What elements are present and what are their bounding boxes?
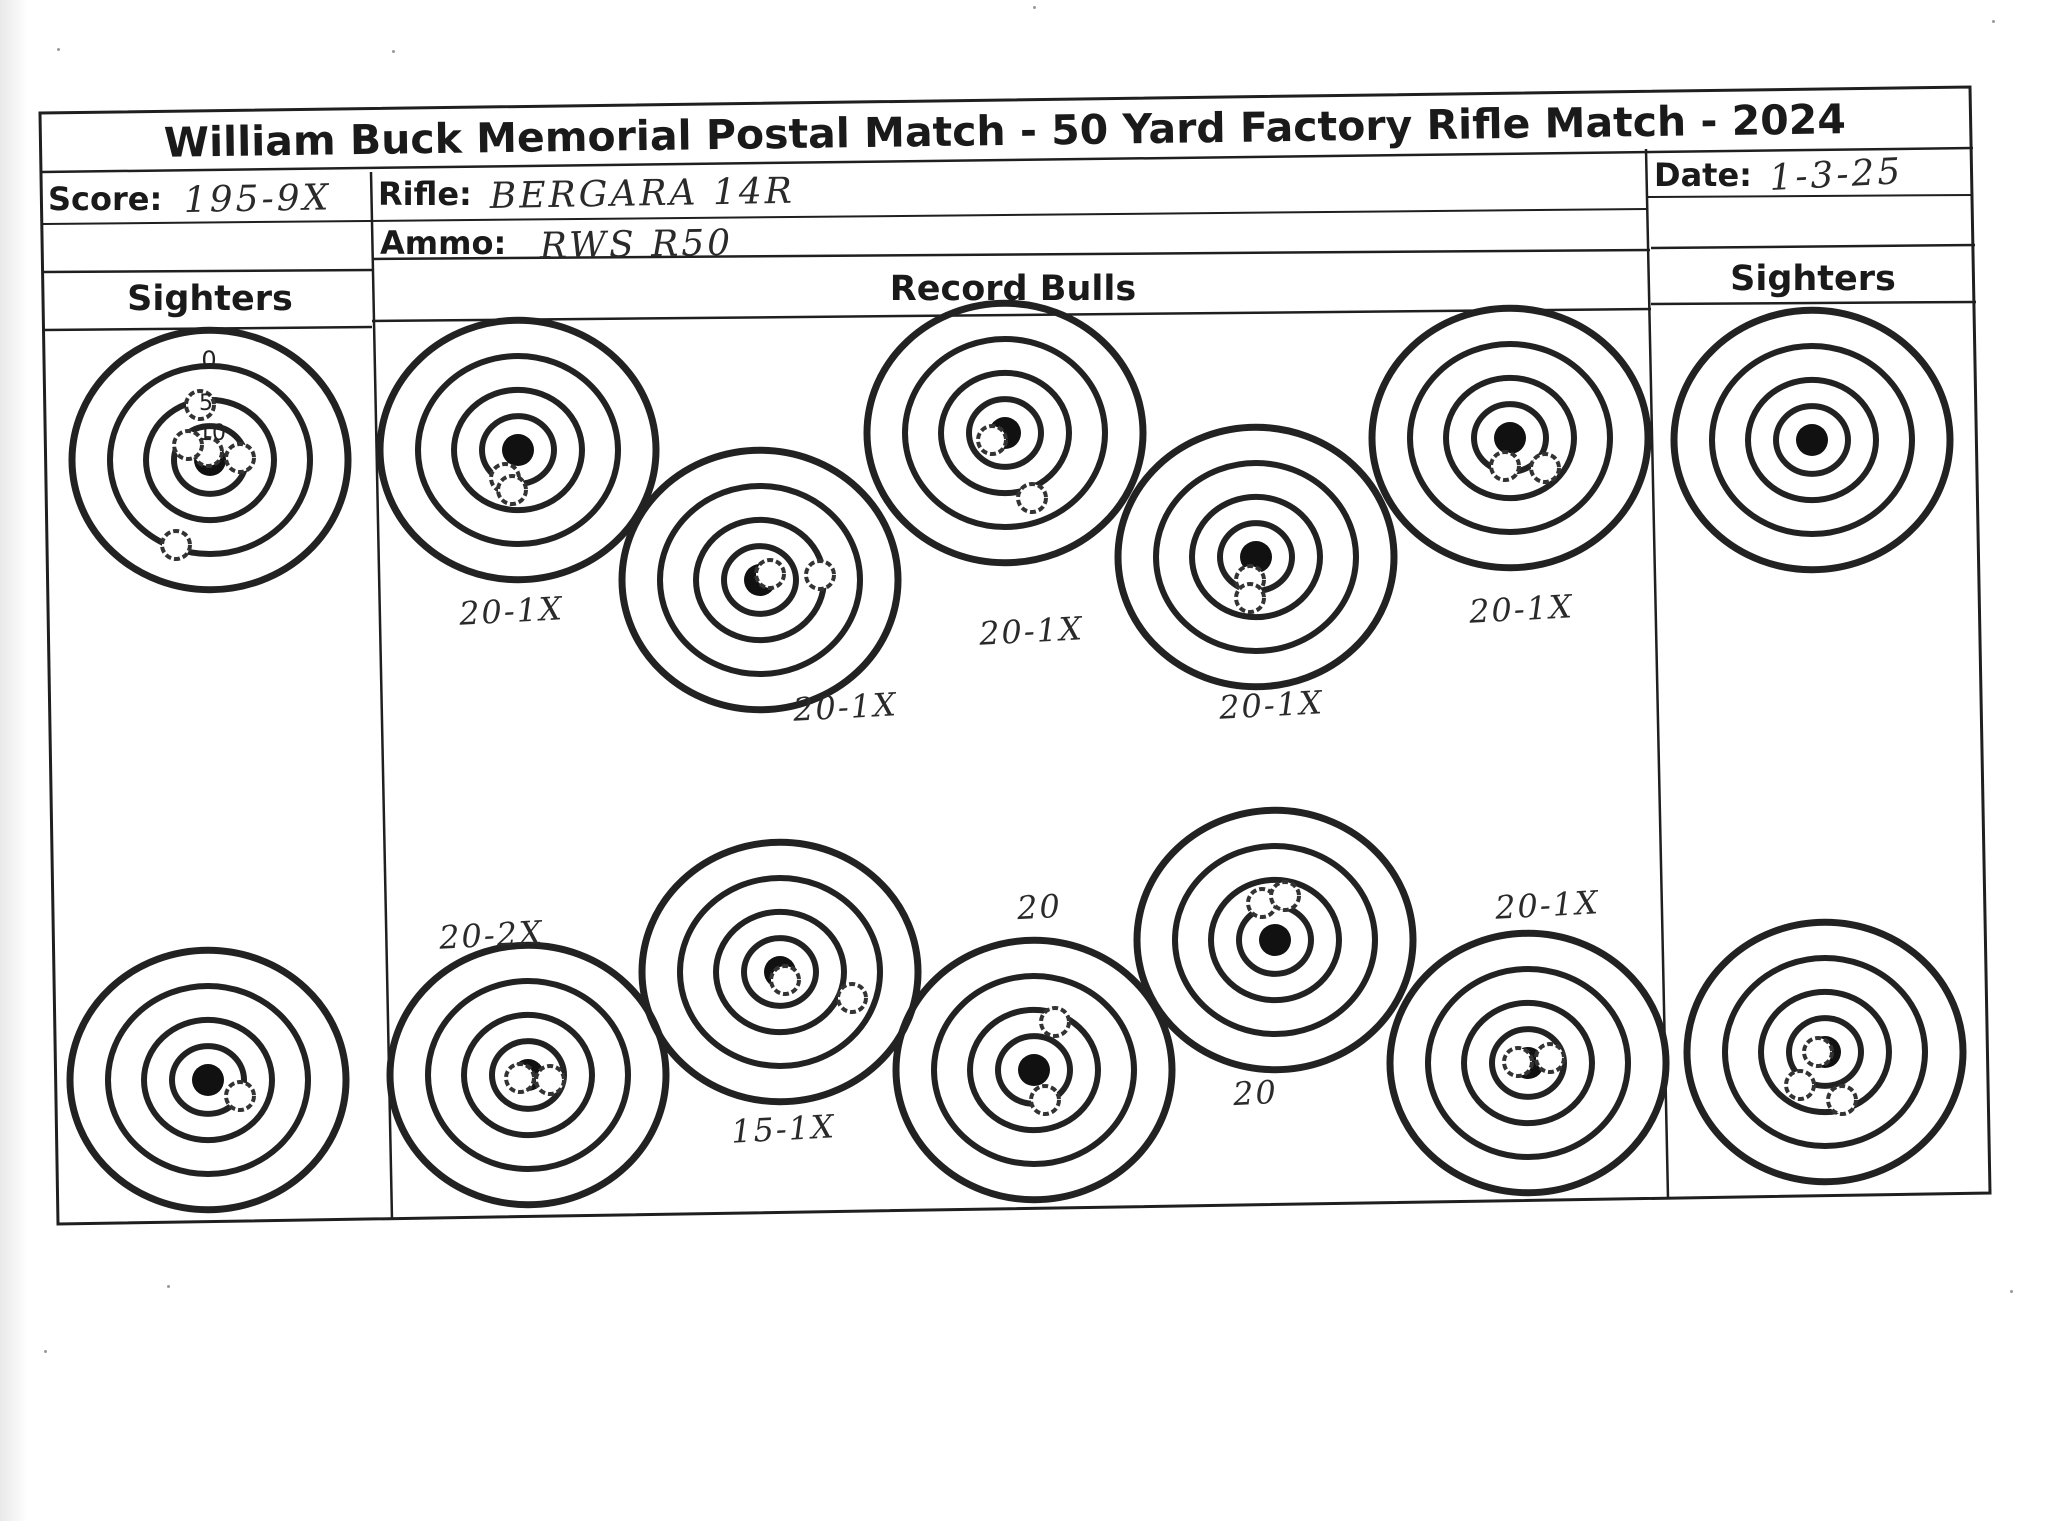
record-bull: [896, 940, 1172, 1199]
record-bull: [380, 320, 656, 579]
ring-label-10: 10: [198, 421, 226, 446]
sighters-right-header: Sighters: [1730, 259, 1896, 299]
bullet-hole: [771, 966, 799, 994]
bullet-hole: [1491, 452, 1519, 480]
bullet-hole: [806, 561, 834, 589]
bull-score: 15-1X: [730, 1107, 837, 1151]
score-label: Score:: [48, 180, 163, 218]
record-bull: [642, 842, 918, 1101]
match-title: William Buck Memorial Postal Match - 50 Yard Factory Rifle Match - 2024: [163, 95, 1847, 167]
bullseye-dot: [1259, 924, 1291, 956]
bull-score: 20-2X: [438, 913, 545, 957]
bullet-hole: [1804, 1038, 1832, 1066]
ammo-value: RWS R50: [539, 222, 734, 267]
bullet-hole: [1536, 1044, 1564, 1072]
record-bull: [1372, 308, 1648, 567]
record-bull: [1390, 933, 1666, 1192]
bull-score: 20-1X: [458, 589, 565, 633]
bull-score: 20-1X: [792, 685, 899, 729]
bullet-hole: [226, 444, 254, 472]
rifle-label: Rifle:: [378, 175, 472, 213]
date-label: Date:: [1654, 156, 1752, 194]
bullet-hole: [1531, 454, 1559, 482]
bull-score: 20: [1016, 886, 1063, 928]
bullet-hole: [1828, 1086, 1856, 1114]
targets-layer: [70, 303, 1963, 1209]
bullet-hole: [756, 560, 784, 588]
record-bulls-header: Record Bulls: [889, 269, 1137, 309]
header-divider: [1651, 302, 1976, 304]
bullet-hole: [1041, 1008, 1069, 1036]
sighters-left-header: Sighters: [127, 279, 293, 319]
bullet-hole: [226, 1082, 254, 1110]
bullseye-dot: [502, 434, 534, 466]
bullet-hole: [1018, 484, 1046, 512]
bullseye-dot: [192, 1064, 224, 1096]
record-bull: [1137, 810, 1413, 1069]
bullet-hole: [838, 984, 866, 1012]
bullet-hole: [536, 1066, 564, 1094]
bullseye-dot: [1018, 1054, 1050, 1086]
bull-score: 20-1X: [1468, 587, 1575, 631]
bullet-hole: [1504, 1048, 1532, 1076]
bull-score: 20: [1232, 1072, 1279, 1114]
bullet-hole: [162, 531, 190, 559]
bullet-hole: [506, 1064, 534, 1092]
sighter-target: [1687, 922, 1963, 1181]
record-bull: [1118, 427, 1394, 686]
bullet-hole: [1236, 584, 1264, 612]
header-divider: [43, 270, 372, 272]
sighter-target: [1674, 310, 1950, 569]
card-border: [40, 87, 1990, 1224]
bull-score: 20-1X: [1218, 683, 1325, 727]
bull-score: 20-1X: [978, 609, 1085, 653]
ammo-label: Ammo:: [380, 224, 507, 262]
date-value: 1-3-25: [1768, 151, 1905, 199]
bullet-hole: [1271, 882, 1299, 910]
score-value: 195-9X: [183, 177, 332, 221]
header-divider: [1651, 245, 1975, 248]
record-bull: [390, 945, 666, 1204]
bullet-hole: [978, 426, 1006, 454]
bullseye-dot: [1796, 424, 1828, 456]
record-bull: [867, 303, 1143, 562]
ring-label-0: 0: [201, 346, 217, 374]
sighter-target: [70, 950, 346, 1209]
bullet-hole: [1786, 1071, 1814, 1099]
ring-label-5: 5: [199, 391, 213, 416]
record-bull: [622, 450, 898, 709]
bullet-hole: [1031, 1086, 1059, 1114]
bullet-hole: [498, 476, 526, 504]
rifle-value: BERGARA 14R: [489, 170, 796, 217]
bull-score: 20-1X: [1494, 883, 1601, 927]
bullseye-dot: [1494, 422, 1526, 454]
